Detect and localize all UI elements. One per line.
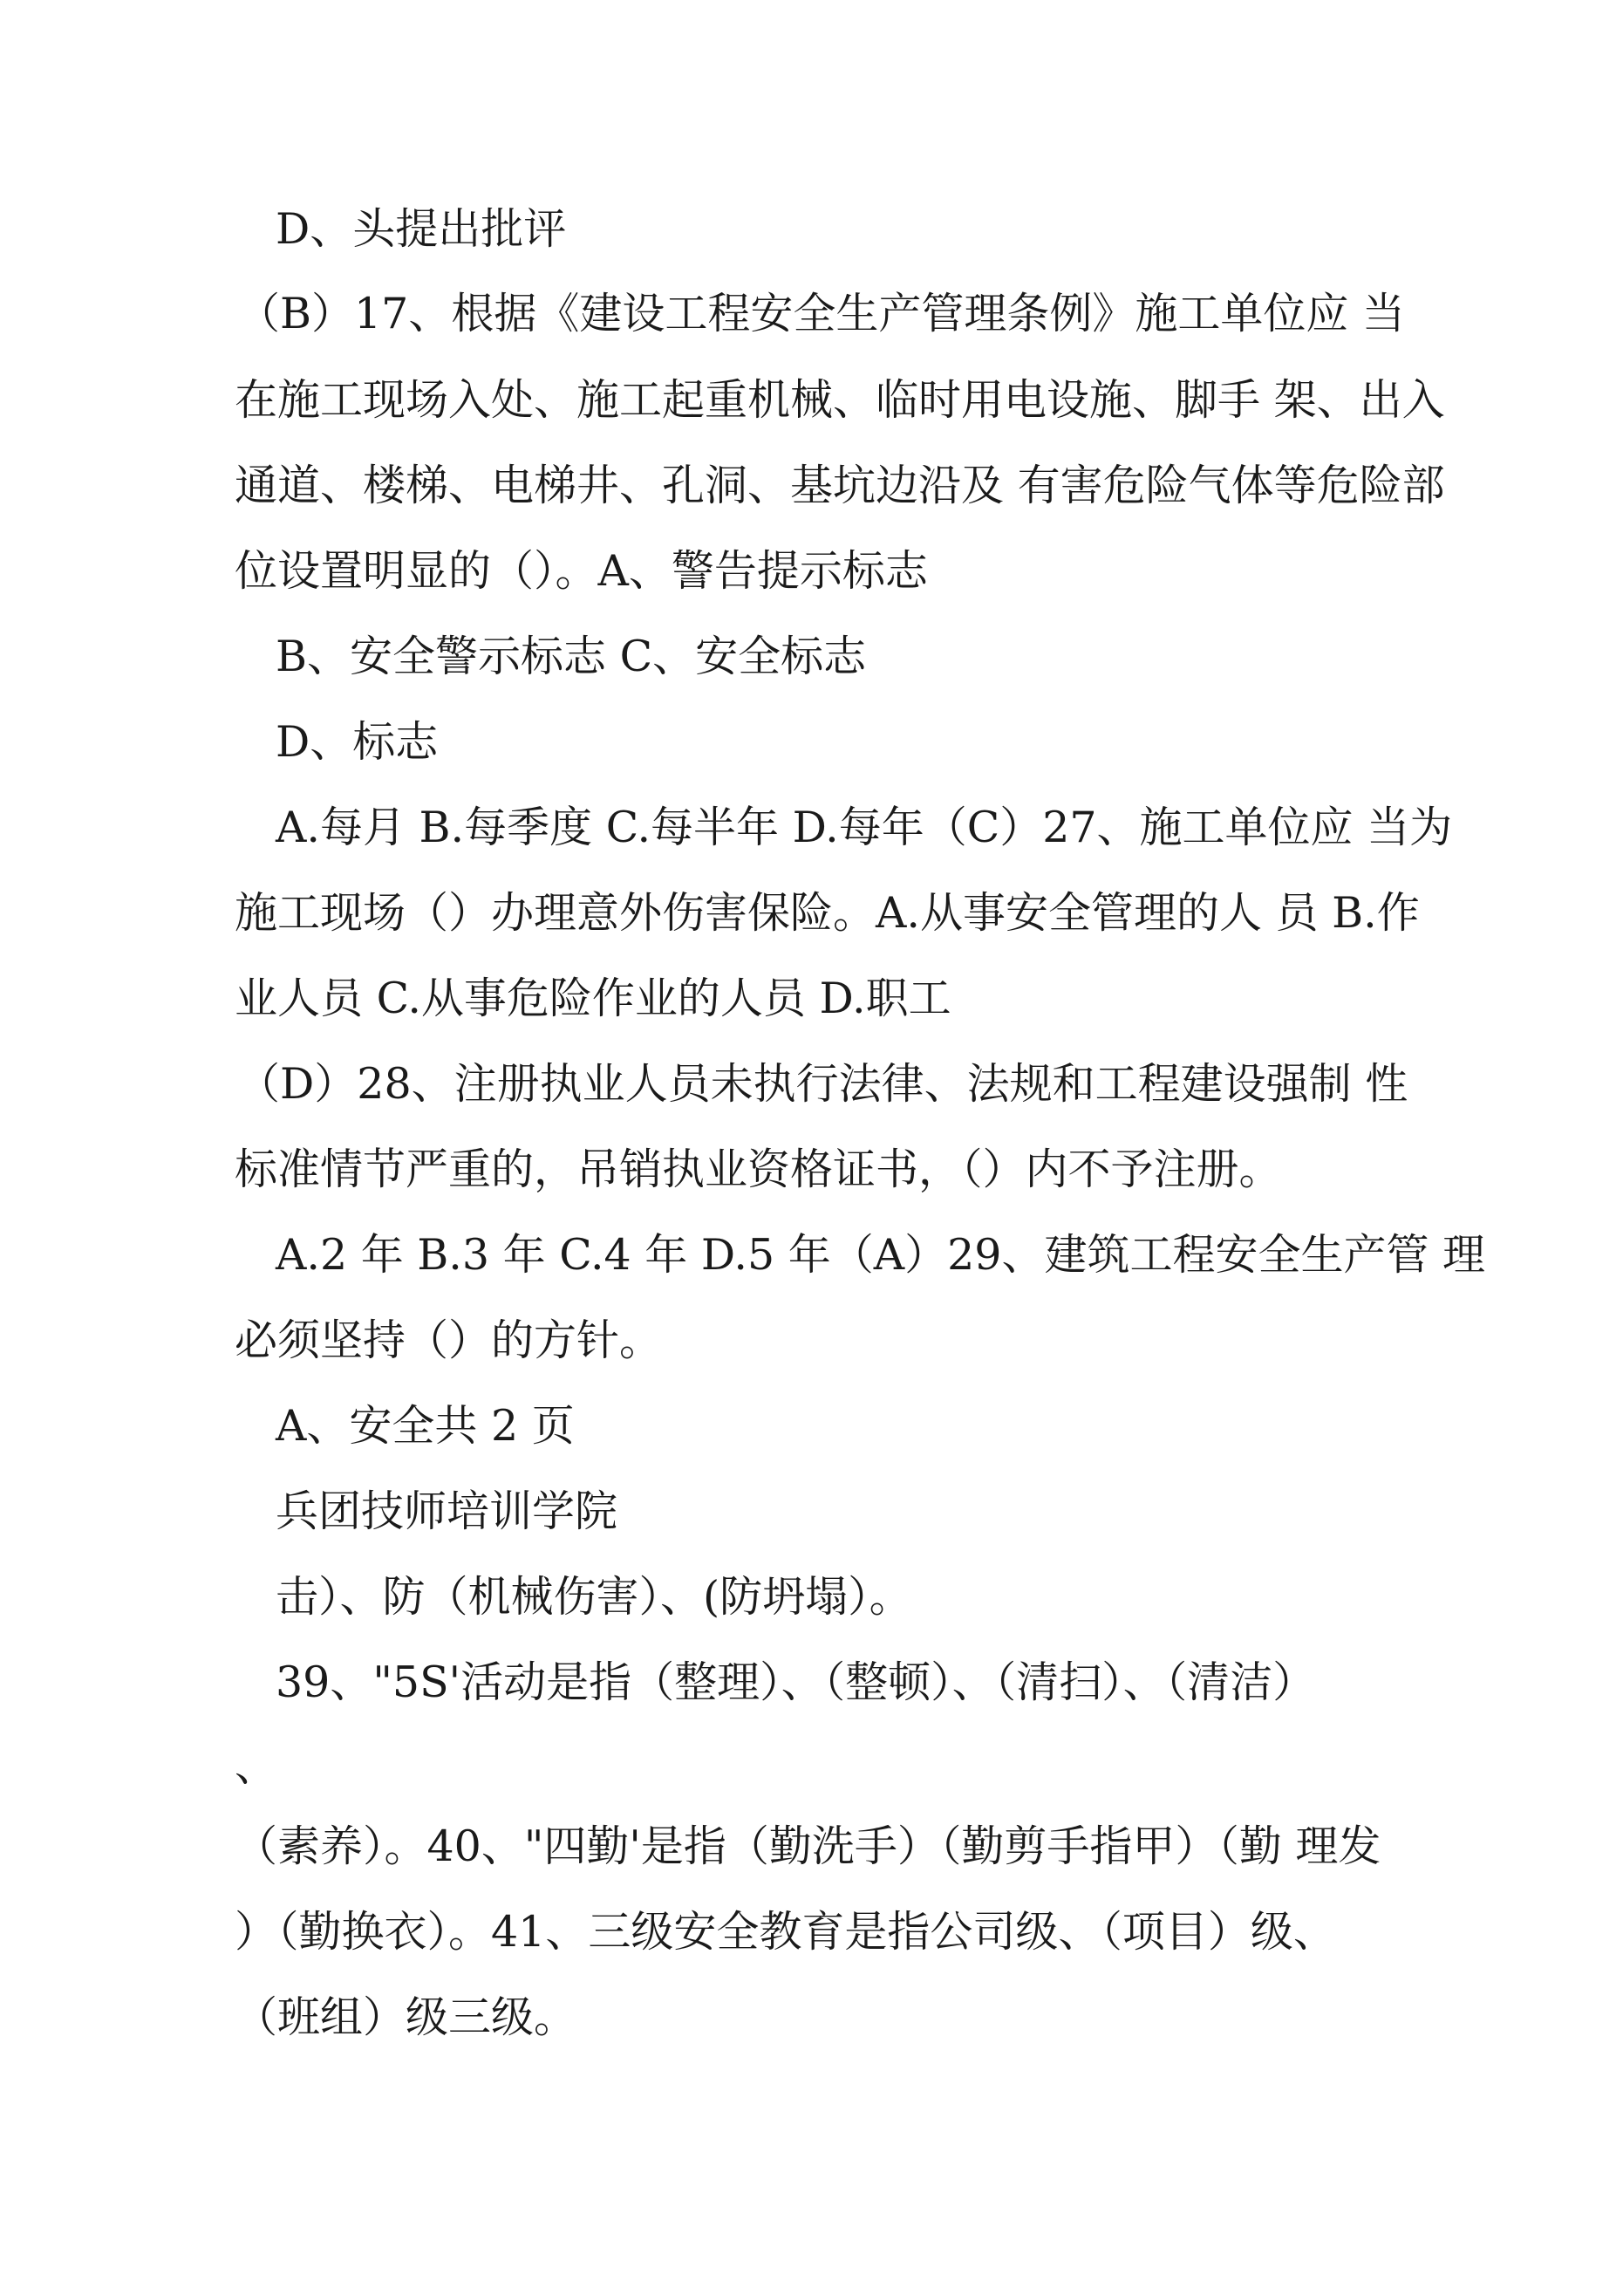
text-line-7: D、标志 bbox=[276, 717, 439, 767]
text-line-22: （班组）级三级。 bbox=[235, 1992, 577, 2042]
text-line-19: 、 bbox=[235, 1741, 278, 1791]
text-line-3: 在施工现场入处、施工起重机械、临时用电设施、脚手 架、出入 bbox=[235, 375, 1445, 425]
text-line-21: ）（勤换衣）。41、三级安全教育是指公司级、（项目）级、 bbox=[235, 1907, 1336, 1957]
text-line-15: A、安全共 2 页 bbox=[276, 1401, 575, 1451]
text-line-8: A.每月 B.每季度 C.每半年 D.每年（C）27、施工单位应 当为 bbox=[276, 803, 1453, 852]
text-line-17: 击）、防（机械伤害）、(防坍塌）。 bbox=[276, 1572, 912, 1622]
text-line-10: 业人员 C.从事危险作业的人员 D.职工 bbox=[235, 974, 951, 1023]
text-line-6: B、安全警示标志 C、安全标志 bbox=[276, 632, 867, 681]
text-line-13: A.2 年 B.3 年 C.4 年 D.5 年（A）29、建筑工程安全生产管 理 bbox=[276, 1230, 1486, 1280]
text-line-4: 通道、楼梯、电梯井、孔洞、基坑边沿及 有害危险气体等危险部 bbox=[235, 461, 1445, 510]
text-line-9: 施工现场（）办理意外伤害保险。A.从事安全管理的人 员 B.作 bbox=[235, 888, 1420, 938]
text-line-18: 39、"5S'活动是指（整理）、（整顿）、（清扫）、（清洁） bbox=[276, 1657, 1316, 1707]
text-line-1: D、头提出批评 bbox=[276, 204, 567, 254]
text-line-20: （素养）。40、"四勤'是指（勤洗手）（勤剪手指甲）（勤 理发 bbox=[235, 1821, 1381, 1871]
text-line-12: 标准情节严重的，吊销执业资格证书，（）内不予注册。 bbox=[235, 1145, 1282, 1194]
text-line-5: 位设置明显的（）。A、警告提示标志 bbox=[235, 546, 928, 596]
text-line-14: 必须坚持（）的方针。 bbox=[235, 1315, 663, 1365]
text-line-2: （B）17、根据《建设工程安全生产管理条例》施工单位应 当 bbox=[237, 289, 1405, 338]
text-line-16: 兵团技师培训学院 bbox=[276, 1486, 618, 1536]
text-line-11: （D）28、注册执业人员未执行法律、法规和工程建设强制 性 bbox=[237, 1059, 1408, 1109]
